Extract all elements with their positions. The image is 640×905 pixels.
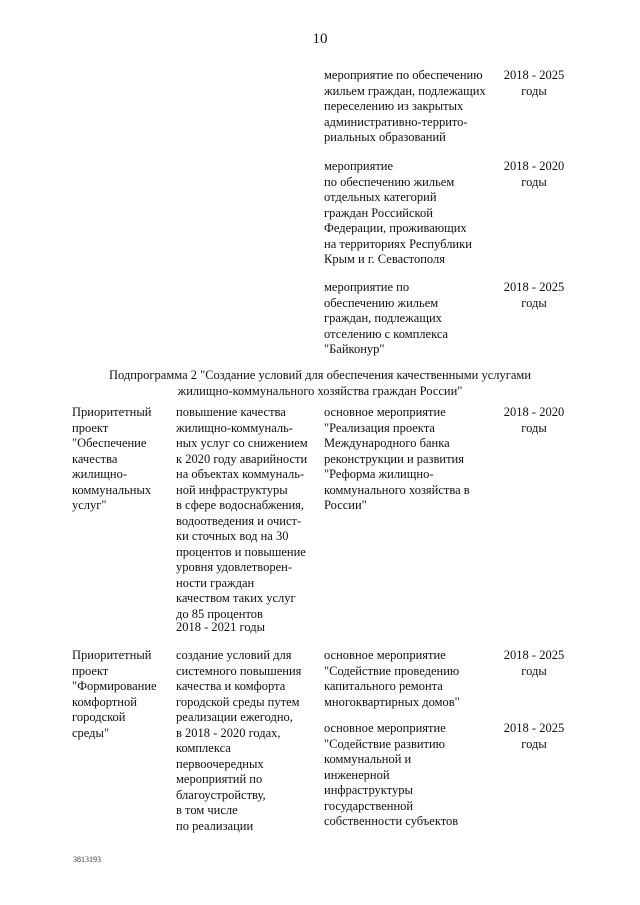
period-closed-territories: 2018 - 2025 годы: [503, 68, 565, 98]
project-2-period-infrastructure: 2018 - 2025 годы: [503, 721, 565, 751]
project-1-measure: основное мероприятие "Реализация проекта Международного банка реконструкции и развития "Реформа жилищно- коммунального хозяйства в России": [324, 405, 470, 512]
period-crimea-sevastopol: 2018 - 2020 годы: [503, 159, 565, 189]
project-1-goal: повышение качества жилищно-коммуналь- ных услуг со снижением к 2020 году аварийности на объектах коммуналь- ной инфраструктуры в сфере водоснабжения, водоотведения и очист- ки сточных вод на 30 процентов и повышение уровня удовлетворен- ности граждан качеством таких услуг до 85 процентов: [176, 405, 308, 621]
document-code: 3813193: [73, 855, 101, 864]
project-2-measure-infrastructure: основное мероприятие "Содействие развитию коммунальной и инженерной инфраструктуры государственной собственности субъектов: [324, 721, 459, 828]
measure-baikonur: мероприятие по обеспечению жильем граждан, подлежащих отселению с комплекса "Байконур": [324, 280, 449, 356]
project-1-goal-period: 2018 - 2021 годы: [176, 620, 266, 634]
measure-closed-territories: мероприятие по обеспечению жильем граждан, подлежащих переселению из закрытых административно-террито- риальных образований: [324, 68, 486, 144]
project-2-measure-capital-repair: основное мероприятие "Содействие проведению капитального ремонта многоквартирных домов": [324, 648, 460, 709]
page-number: 10: [312, 31, 328, 47]
project-2-goal: создание условий для системного повышения качества и комфорта городской среды путем реализации ежегодно, в 2018 - 2020 годах, комплекса первоочередных мероприятий по благоустройству, в том числе по реализации: [176, 648, 302, 833]
project-2-name: Приоритетный проект "Формирование комфортной городской среды": [72, 648, 157, 740]
project-2-period-capital-repair: 2018 - 2025 годы: [503, 648, 565, 678]
subprogram-2-title: Подпрограмма 2 "Создание условий для обеспечения качественными услугами жилищно-коммунального хозяйства граждан России": [108, 368, 532, 398]
measure-crimea-sevastopol: мероприятие по обеспечению жильем отдельных категорий граждан Российской Федерации, проживающих на территориях Республики Крым и г. Севастополя: [324, 159, 472, 266]
period-baikonur: 2018 - 2025 годы: [503, 280, 565, 310]
project-1-period: 2018 - 2020 годы: [503, 405, 565, 435]
project-1-name: Приоритетный проект "Обеспечение качества жилищно- коммунальных услуг": [72, 405, 152, 512]
